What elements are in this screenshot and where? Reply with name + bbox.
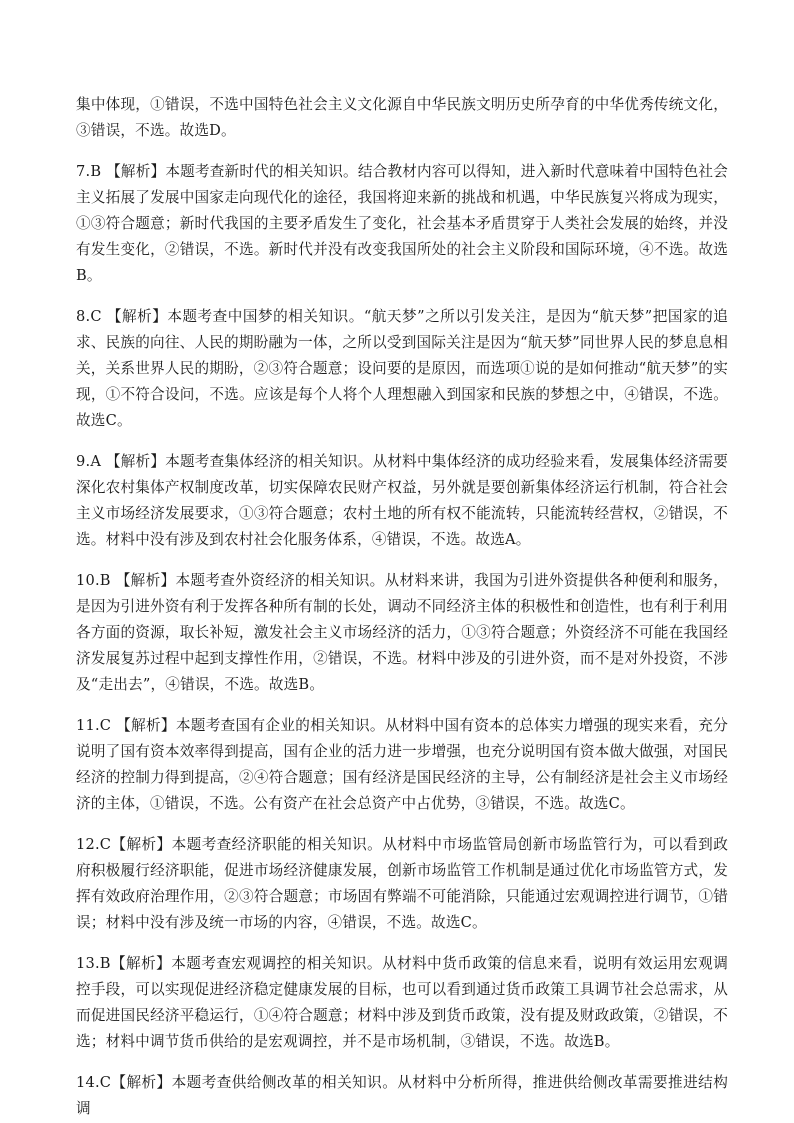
answer-paragraph-11: 11.C 【解析】本题考查国有企业的相关知识。从材料中国有资本的总体实力增强的现实来看，充分说明了国有资本效率得到提高，国有企业的活力进一步增强，也充分说明国有资本做大做强，对国民经济的控制力得到提高，②④符合题意；国有经济是国民经济的主导，公有制经济是社会主义市场经济的主体，①错误，不选。公有资产在社会总资产中占优势，③错误，不选。故选C。 — [76, 717, 728, 812]
answer-paragraph-13: 13.B【解析】本题考查宏观调控的相关知识。从材料中货币政策的信息来看，说明有效运用宏观调控手段，可以实现促进经济稳定健康发展的目标，也可以看到通过货币政策工具调节社会总需求，从而促进国民经济平稳运行，①④符合题意；材料中涉及到货币政策，没有提及财政政策，②错误，不选；材料中调节货币供给的是宏观调控，并不是市场机制，③错误，不选。故选B。 — [76, 955, 728, 1050]
answer-paragraph-9: 9.A 【解析】本题考查集体经济的相关知识。从材料中集体经济的成功经验来看，发展集体经济需要深化农村集体产权制度改革，切实保障农民财产权益，另外就是要创新集体经济运行机制，符合社会主义市场经济发展要求，①③符合题意；农村土地的所有权不能流转，只能流转经营权，②错误，不选。材料中没有涉及到农村社会化服务体系，④错误，不选。故选A。 — [76, 453, 728, 548]
answer-paragraph-14: 14.C【解析】本题考查供给侧改革的相关知识。从材料中分析所得，推进供给侧改革需要推进结构调 — [76, 1074, 728, 1117]
answer-paragraph-7: 7.B 【解析】本题考查新时代的相关知识。结合教材内容可以得知，进入新时代意味着中国特色社会主义拓展了发展中国家走向现代化的途径，我国将迎来新的挑战和机遇，中华民族复兴将成为现实，①③符合题意；新时代我国的主要矛盾发生了变化，社会基本矛盾贯穿于人类社会发展的始终，并没有发生变化，②错误，不选。新时代并没有改变我国所处的社会主义阶段和国际环境，④不选。故选B。 — [76, 163, 728, 284]
answer-paragraph-10: 10.B 【解析】本题考查外资经济的相关知识。从材料来讲，我国为引进外资提供各种便利和服务，是因为引进外资有利于发挥各种所有制的长处，调动不同经济主体的积极性和创造性，也有利于利用各方面的资源，取长补短，激发社会主义市场经济的活力，①③符合题意；外资经济不可能在我国经济发展复苏过程中起到支撑性作用，②错误，不选。材料中涉及的引进外资，而不是对外投资，不涉及“走出去”，④错误，不选。故选B。 — [76, 572, 728, 693]
answer-paragraph-12: 12.C【解析】本题考查经济职能的相关知识。从材料中市场监管局创新市场监管行为，可以看到政府积极履行经济职能，促进市场经济健康发展，创新市场监管工作机制是通过优化市场监管方式，发挥有效政府治理作用，②③符合题意；市场固有弊端不可能消除，只能通过宏观调控进行调节，①错误；材料中没有涉及统一市场的内容，④错误，不选。故选C。 — [76, 836, 728, 931]
answer-paragraph-6-continuation: 集中体现，①错误，不选中国特色社会主义文化源自中华民族文明历史所孕育的中华优秀传统文化，③错误，不选。故选D。 — [76, 96, 728, 139]
answer-paragraph-8: 8.C 【解析】本题考查中国梦的相关知识。“航天梦”之所以引发关注，是因为“航天梦”把国家的追求、民族的向往、人民的期盼融为一体，之所以受到国际关注是因为“航天梦”同世界人民的梦息息相关，关系世界人民的期盼，②③符合题意；设问要的是原因，而选项①说的是如何推动“航天梦”的实现，①不符合设问，不选。应该是每个人将个人理想融入到国家和民族的梦想之中，④错误，不选。故选C。 — [76, 308, 728, 429]
